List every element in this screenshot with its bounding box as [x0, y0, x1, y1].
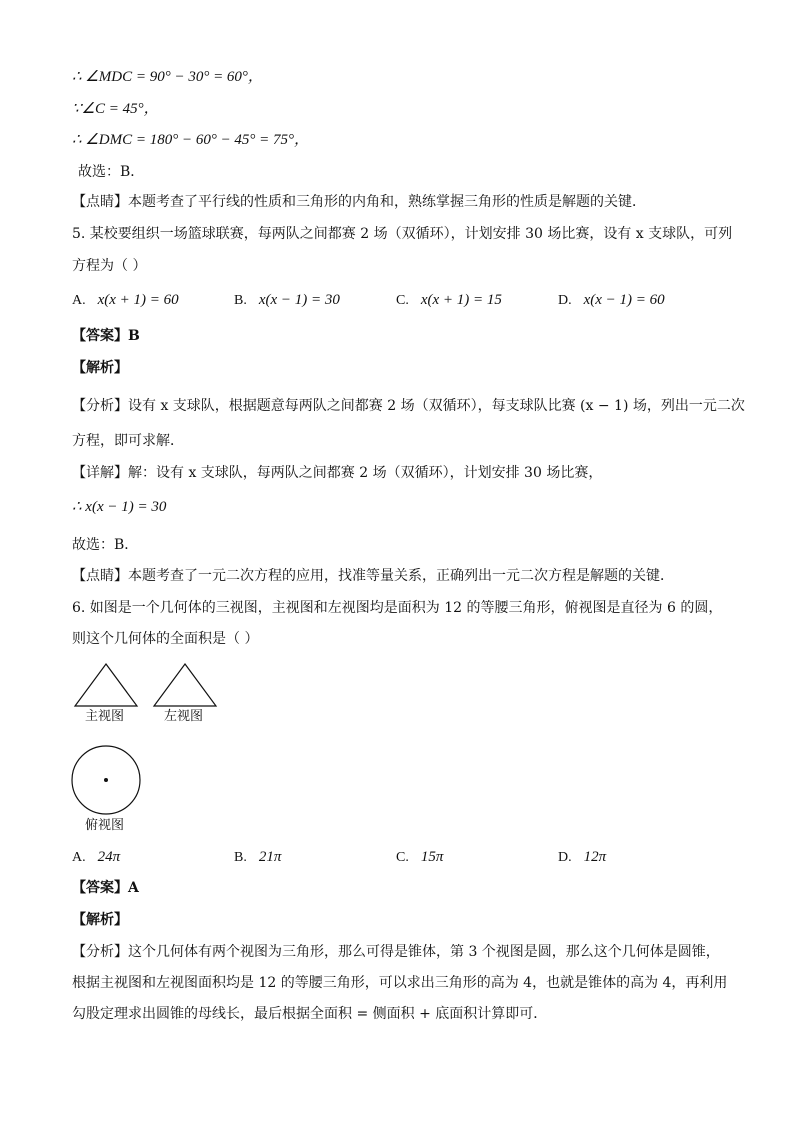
- q5-detail: 【详解】解：设有 x 支球队，每两队之间都赛 2 场（双循环），计划安排 30 场比赛，: [72, 465, 603, 481]
- option-text: x(x − 1) = 60: [583, 292, 665, 308]
- option-letter: B.: [234, 850, 247, 865]
- q5-comment: 【点睛】本题考查了一元二次方程的应用，找准等量关系，正确列出一元二次方程是解题的关键．: [72, 568, 674, 584]
- q5-choice: 故选：B．: [72, 537, 139, 553]
- q5-equation: ∴ x(x − 1) = 30: [72, 499, 167, 515]
- top-view-circle: [70, 744, 142, 816]
- q6-stem-line-2: 则这个几何体的全面积是（ ）: [72, 631, 259, 647]
- option-text: x(x − 1) = 30: [258, 292, 340, 308]
- q6-stem-line-1: 6. 如图是一个几何体的三视图，主视图和左视图均是面积为 12 的等腰三角形，俯视图是直径为 6 的圆，: [72, 600, 723, 616]
- q5-analysis-line-1: 【分析】设有 x 支球队，根据题意每两队之间都赛 2 场（双循环），每支球队比赛 (x − 1) 场，列出一元二次: [72, 398, 745, 414]
- q4-step-1: ∴ ∠MDC = 90° − 30° = 60°，: [72, 69, 263, 85]
- q6-option-c: [396, 847, 443, 868]
- q5-answer: 【答案】B: [72, 328, 140, 344]
- q4-step-3: ∴ ∠DMC = 180° − 60° − 45° = 75°，: [72, 132, 310, 148]
- q5-option-d: [558, 290, 665, 311]
- option-letter: C.: [396, 850, 409, 865]
- q4-comment: 【点睛】本题考查了平行线的性质和三角形的内角和，熟练掌握三角形的性质是解题的关键．: [72, 194, 646, 210]
- q4-step-2: ∵∠C = 45°，: [72, 101, 159, 117]
- option-letter: D.: [558, 293, 572, 308]
- q5-analysis-line-2: 方程，即可求解．: [72, 433, 184, 449]
- q5-analysis-tag: 【解析】: [72, 360, 128, 376]
- q6-option-a: [72, 847, 120, 868]
- q5-option-a: [72, 290, 179, 311]
- option-text: 21π: [258, 849, 282, 865]
- q6-answer: 【答案】A: [72, 880, 139, 896]
- option-letter: D.: [558, 850, 572, 865]
- q6-analysis-line-1: 【分析】这个几何体有两个视图为三角形，那么可得是锥体，第 3 个视图是圆，那么这个几何体是圆锥，: [72, 944, 720, 960]
- front-view-label: 主视图: [85, 709, 125, 724]
- option-letter: A.: [72, 850, 86, 865]
- q4-choice: 故选：B．: [78, 164, 145, 180]
- q6-option-b: [234, 847, 281, 868]
- q5-option-c: [396, 290, 502, 311]
- q5-stem-line-2: 方程为（ ）: [72, 258, 147, 274]
- q6-option-d: [558, 847, 606, 868]
- front-view-triangle: [73, 662, 139, 708]
- q6-analysis-line-3: 勾股定理求出圆锥的母线长，最后根据全面积 = 侧面积 + 底面积计算即可．: [72, 1006, 548, 1022]
- option-text: 15π: [420, 849, 444, 865]
- option-text: x(x + 1) = 15: [420, 292, 502, 308]
- q5-stem-line-1: 5. 某校要组织一场篮球联赛，每两队之间都赛 2 场（双循环），计划安排 30 场比赛，设有 x 支球队，可列: [72, 226, 733, 242]
- option-letter: A.: [72, 293, 86, 308]
- left-view-label: 左视图: [164, 709, 204, 724]
- q5-option-b: [234, 290, 340, 311]
- option-text: 12π: [583, 849, 607, 865]
- option-letter: C.: [396, 293, 409, 308]
- option-text: x(x + 1) = 60: [97, 292, 179, 308]
- option-letter: B.: [234, 293, 247, 308]
- q6-analysis-tag: 【解析】: [72, 912, 128, 928]
- q6-analysis-line-2: 根据主视图和左视图面积均是 12 的等腰三角形，可以求出三角形的高为 4，也就是锥体的高为 4，再利用: [72, 975, 728, 991]
- left-view-triangle: [152, 662, 218, 708]
- top-view-label: 俯视图: [85, 818, 125, 833]
- option-text: 24π: [97, 849, 121, 865]
